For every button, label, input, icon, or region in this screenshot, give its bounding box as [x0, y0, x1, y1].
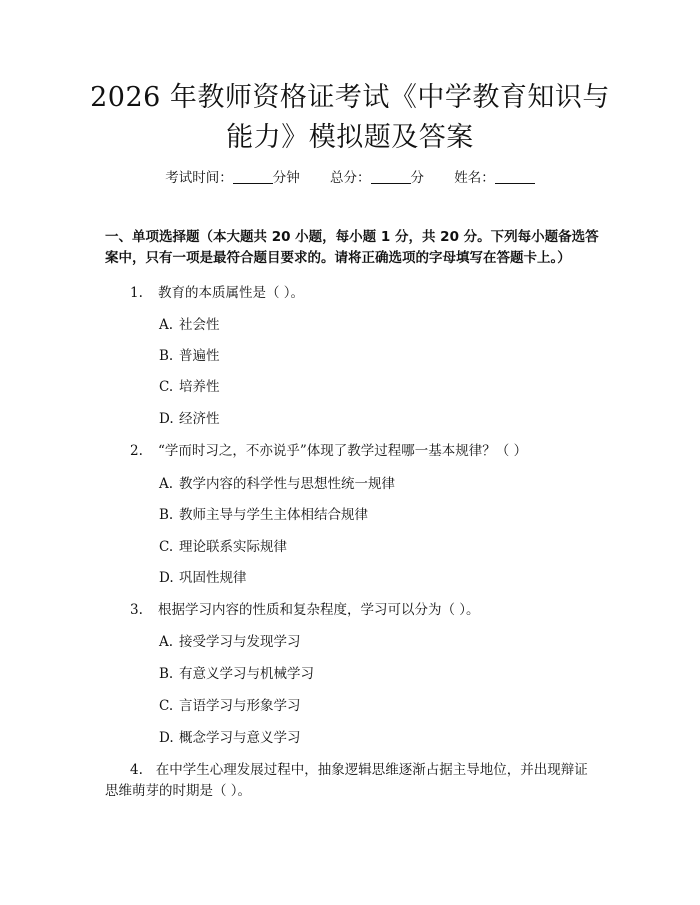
exam-name	[454, 168, 535, 188]
option-2c: C. 理论联系实际规律	[159, 539, 287, 555]
option-3c: C. 言语学习与形象学习	[159, 698, 301, 714]
page-title: 2026 年教师资格证考试《中学教育知识与能力》模拟题及答案	[90, 82, 610, 153]
question-3	[105, 600, 600, 621]
exam-name-blank	[495, 169, 535, 184]
option-3b: B. 有意义学习与机械学习	[159, 666, 314, 682]
exam-time-unit: 分钟	[272, 170, 300, 186]
option-2a: A. 教学内容的科学性与思想性统一规律	[159, 476, 395, 492]
question-text: 在中学生心理发展过程中，抽象逻辑思维逐渐占据主导地位，并出现辩证思维萌芽的时期是（ ）。	[105, 762, 588, 799]
exam-meta	[0, 168, 700, 188]
question-2	[105, 441, 600, 462]
option-2d: D. 巩固性规律	[159, 570, 247, 586]
exam-time	[165, 168, 300, 188]
option-1a: A. 社会性	[159, 317, 220, 333]
question-text: 教育的本质属性是（ ）。	[158, 285, 305, 301]
option-2b: B. 教师主导与学生主体相结合规律	[159, 507, 368, 523]
exam-time-label: 考试时间：	[165, 170, 233, 186]
option-1d: D. 经济性	[159, 411, 220, 427]
option-1c: C. 培养性	[159, 379, 220, 395]
option-1b: B. 普遍性	[159, 348, 220, 364]
question-1	[105, 283, 600, 304]
question-number: 2.	[130, 443, 143, 459]
exam-time-blank	[233, 169, 273, 184]
question-number: 3.	[130, 602, 143, 618]
exam-score-blank	[371, 169, 411, 184]
exam-score-unit: 分	[410, 170, 424, 186]
question-number: 4.	[130, 762, 143, 778]
exam-name-label: 姓名：	[454, 170, 495, 186]
option-3d: D. 概念学习与意义学习	[159, 730, 301, 746]
exam-score-label: 总分：	[330, 170, 371, 186]
question-4	[105, 760, 600, 802]
question-text: “学而时习之，不亦说乎”体现了教学过程哪一基本规律？（ ）	[158, 443, 528, 459]
section-heading: 一、单项选择题（本大题共 20 小题，每小题 1 分，共 20 分。下列每小题备选答案中，只有一项是最符合题目要求的。请将正确选项的字母填写在答题卡上。）	[105, 229, 599, 266]
question-number: 1.	[130, 285, 143, 301]
question-text: 根据学习内容的性质和复杂程度，学习可以分为（ ）。	[158, 602, 480, 618]
exam-score	[330, 168, 424, 188]
option-3a: A. 接受学习与发现学习	[159, 634, 301, 650]
